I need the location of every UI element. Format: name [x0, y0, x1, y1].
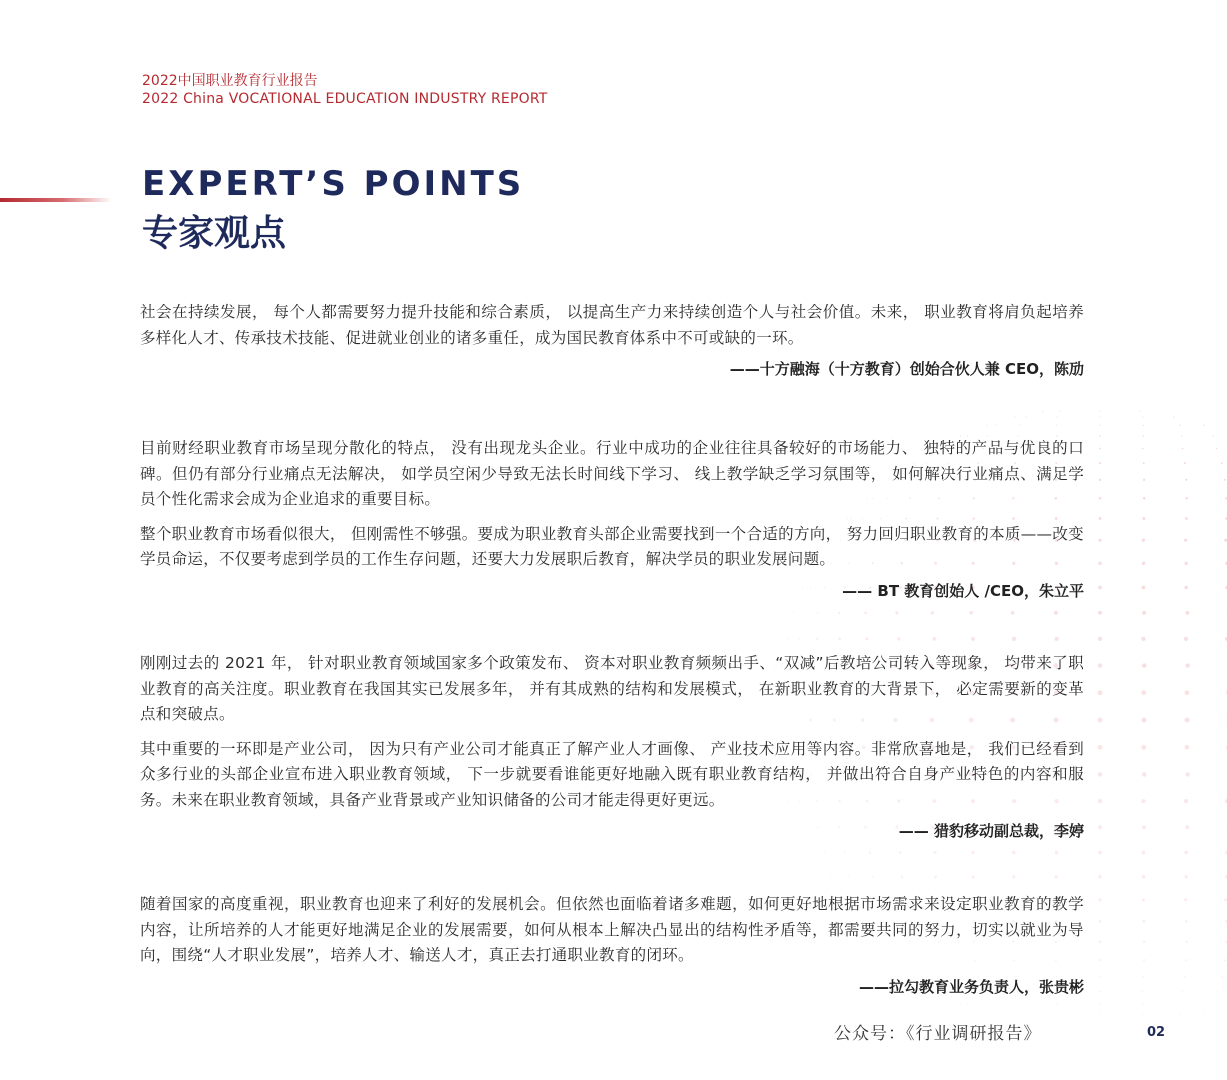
quote-paragraph: 随着国家的高度重视，职业教育也迎来了利好的发展机会。但依然也面临着诸多难题，如何更好地根据市场需求来设定职业教育的教学内容，让所培养的人才能更好地满足企业的发展需要，如何从根本上解决凸显出的结构性矛盾等，都需要共同的努力，切实以就业为导向，围绕“人才职业发展”，培养人才、输送人才，真正去打通职业教育的闭环。 — [140, 892, 1084, 969]
quote-attribution: —— 猎豹移动副总裁，李婷 — [140, 819, 1084, 843]
page-title-cn: 专家观点 — [142, 210, 286, 258]
page-number: 02 — [1147, 1025, 1165, 1040]
quote-attribution: ——十方融海（十方教育）创始合伙人兼 CEO，陈劢 — [140, 357, 1084, 381]
quote-paragraph: 社会在持续发展， 每个人都需要努力提升技能和综合素质， 以提高生产力来持续创造个人与社会价值。未来， 职业教育将肩负起培养多样化人才、传承技术技能、促进就业创业的诸多重任，成为国民教育体系中不可或缺的一环。 — [140, 300, 1084, 351]
expert-quote-section — [140, 651, 1084, 843]
page-title-en: EXPERT’S POINTS — [142, 162, 524, 206]
expert-quote-section — [140, 300, 1084, 381]
report-title-en: 2022 China VOCATIONAL EDUCATION INDUSTRY REPORT — [142, 90, 548, 108]
expert-quote-section — [140, 436, 1084, 603]
quote-attribution: ——拉勾教育业务负责人，张贵彬 — [140, 975, 1084, 999]
quote-paragraph: 整个职业教育市场看似很大， 但刚需性不够强。要成为职业教育头部企业需要找到一个合适的方向， 努力回归职业教育的本质——改变学员命运，不仅要考虑到学员的工作生存问题，还要大力发展职后教育，解决学员的职业发展问题。 — [140, 522, 1084, 573]
quote-paragraph: 刚刚过去的 2021 年， 针对职业教育领域国家多个政策发布、 资本对职业教育频频出手、“双减”后教培公司转入等现象， 均带来了职业教育的高关注度。职业教育在我国其实已发展多年， 并有其成熟的结构和发展模式， 在新职业教育的大背景下， 必定需要新的变革点和突破点。 — [140, 651, 1084, 728]
accent-divider — [0, 198, 112, 202]
report-header — [142, 72, 548, 108]
quote-paragraph: 其中重要的一环即是产业公司， 因为只有产业公司才能真正了解产业人才画像、 产业技术应用等内容。非常欣喜地是， 我们已经看到众多行业的头部企业宣布进入职业教育领域， 下一步就要看谁能更好地融入既有职业教育结构， 并做出符合自身产业特色的内容和服务。未来在职业教育领域，具备产业背景或产业知识储备的公司才能走得更好更远。 — [140, 737, 1084, 814]
quote-paragraph: 目前财经职业教育市场呈现分散化的特点， 没有出现龙头企业。行业中成功的企业往往具备较好的市场能力、 独特的产品与优良的口碑。但仍有部分行业痛点无法解决， 如学员空闲少导致无法长时间线下学习、 线上教学缺乏学习氛围等， 如何解决行业痛点、满足学员个性化需求会成为企业追求的重要目标。 — [140, 436, 1084, 513]
footer-source: 公众号：《行业调研报告》 — [834, 1019, 1042, 1044]
quote-attribution: —— BT 教育创始人 /CEO，朱立平 — [140, 579, 1084, 603]
report-title-cn: 2022中国职业教育行业报告 — [142, 72, 548, 90]
expert-quote-section — [140, 892, 1084, 999]
